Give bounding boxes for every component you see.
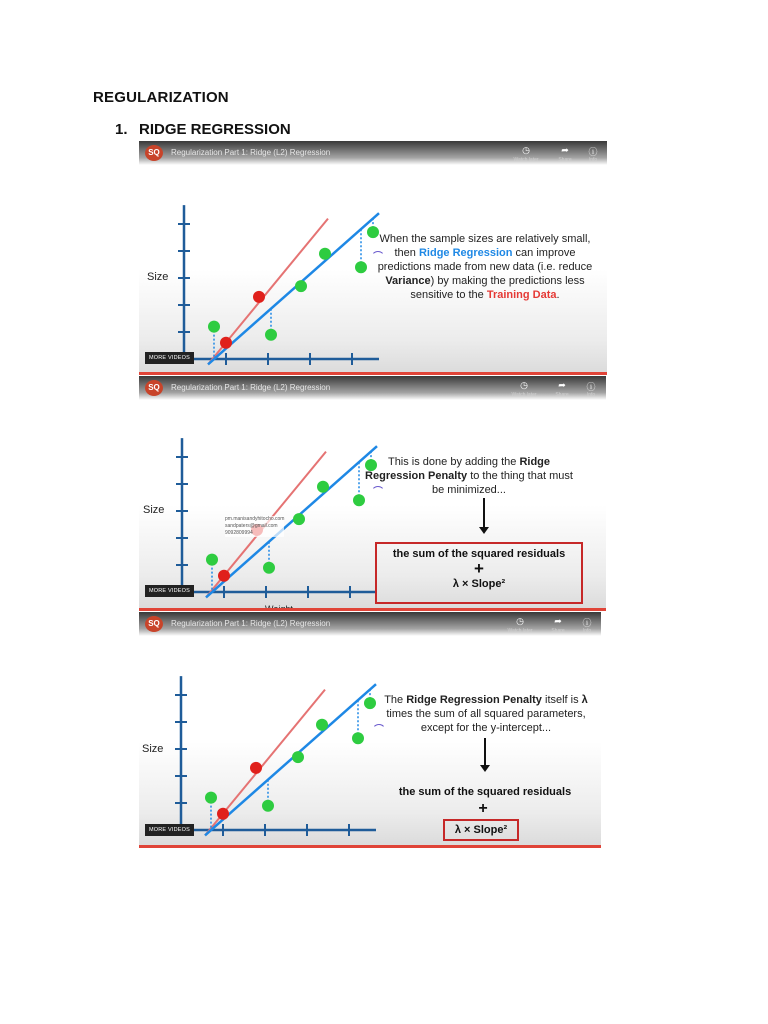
share-label: Share — [551, 628, 565, 634]
plus-sign: + — [478, 800, 488, 817]
channel-logo[interactable]: SQ — [145, 616, 163, 632]
list-number: 1. — [115, 121, 128, 138]
ridge-regression-line — [208, 213, 379, 364]
test-data-point — [353, 494, 365, 506]
info-label: Info — [588, 157, 598, 163]
test-data-point — [263, 562, 275, 574]
video-title-bar — [139, 141, 607, 165]
training-data-point — [220, 337, 232, 349]
test-data-point — [293, 513, 305, 525]
video-title[interactable]: Regularization Part 1: Ridge (L2) Regression — [171, 383, 331, 392]
video-title-bar — [139, 376, 606, 400]
info-label: Info — [586, 392, 596, 398]
video-frame-1[interactable] — [139, 141, 607, 375]
progress-bar[interactable] — [139, 372, 607, 375]
more-videos-button[interactable]: MORE VIDEOS — [145, 824, 194, 836]
test-data-point — [355, 261, 367, 273]
document-heading: REGULARIZATION — [93, 89, 229, 106]
more-videos-button[interactable]: MORE VIDEOS — [145, 585, 194, 597]
down-arrow-icon — [483, 498, 485, 532]
share-icon[interactable]: ➦ — [558, 380, 566, 390]
down-arrow-icon — [484, 738, 486, 770]
clock-icon[interactable]: ◷ — [522, 145, 530, 155]
slide-explanation: The Ridge Regression Penalty itself is λ times the sum of all squared parameters, except for the y-intercept... — [384, 694, 588, 734]
info-icon[interactable]: ⓘ — [586, 382, 596, 392]
video-title[interactable]: Regularization Part 1: Ridge (L2) Regression — [171, 148, 331, 157]
slide-explanation: When the sample sizes are relatively small, then Ridge Regression can improve predictions made from new data (i.e. reduce Variance) by making the predictions less sensitive to the Training Data. — [377, 233, 593, 301]
list-item-ridge-regression — [115, 121, 291, 138]
test-data-point — [316, 719, 328, 731]
test-data-point — [292, 751, 304, 763]
training-data-point — [253, 291, 265, 303]
y-axis-label: Size — [142, 743, 164, 755]
test-data-point — [262, 800, 274, 812]
test-data-point — [265, 329, 277, 341]
test-data-point — [295, 280, 307, 292]
watch-later-label: Watch later — [507, 628, 533, 634]
watch-later-label: Watch later — [513, 157, 539, 163]
clock-icon[interactable]: ◷ — [516, 616, 524, 626]
info-label: Info — [582, 628, 592, 634]
progress-bar[interactable] — [139, 845, 601, 848]
y-axis-label: Size — [143, 504, 165, 516]
video-frame-2[interactable] — [139, 376, 606, 611]
watch-later-label: Watch later — [511, 392, 537, 398]
channel-logo[interactable]: SQ — [145, 145, 163, 161]
objective-formula-line: the sum of the squared residuals — [398, 786, 572, 798]
test-data-point — [206, 554, 218, 566]
progress-bar[interactable] — [139, 608, 606, 611]
channel-logo[interactable]: SQ — [145, 380, 163, 396]
video-title-bar — [139, 612, 601, 636]
video-title[interactable]: Regularization Part 1: Ridge (L2) Regression — [171, 619, 331, 628]
test-data-point — [319, 248, 331, 260]
list-title: RIDGE REGRESSION — [139, 121, 291, 138]
share-icon[interactable]: ➦ — [554, 616, 562, 626]
test-data-point — [208, 321, 220, 333]
watermark: pm.manisandyhitocho.com sandpaters@gmail.com 9092809994 — [225, 516, 285, 536]
training-data-point — [250, 762, 262, 774]
test-data-point — [205, 792, 217, 804]
test-data-point — [317, 481, 329, 493]
ridge-regression-line — [205, 684, 376, 835]
share-label: Share — [555, 392, 569, 398]
more-videos-button[interactable]: MORE VIDEOS — [145, 352, 194, 364]
video-frame-3[interactable] — [139, 612, 601, 848]
clock-icon[interactable]: ◷ — [520, 380, 528, 390]
info-icon[interactable]: ⓘ — [588, 147, 598, 157]
slide-explanation: This is done by adding the Ridge Regression Penalty to the thing that must be minimized... — [365, 456, 573, 496]
training-data-point — [217, 808, 229, 820]
y-axis-label: Size — [147, 271, 169, 283]
penalty-box: λ × Slope² — [443, 819, 519, 841]
share-icon[interactable]: ➦ — [561, 145, 569, 155]
objective-formula-box: the sum of the squared residuals + λ × Slope² — [375, 542, 583, 604]
info-icon[interactable]: ⓘ — [582, 618, 592, 628]
test-data-point — [352, 732, 364, 744]
share-label: Share — [558, 157, 572, 163]
training-data-point — [218, 570, 230, 582]
